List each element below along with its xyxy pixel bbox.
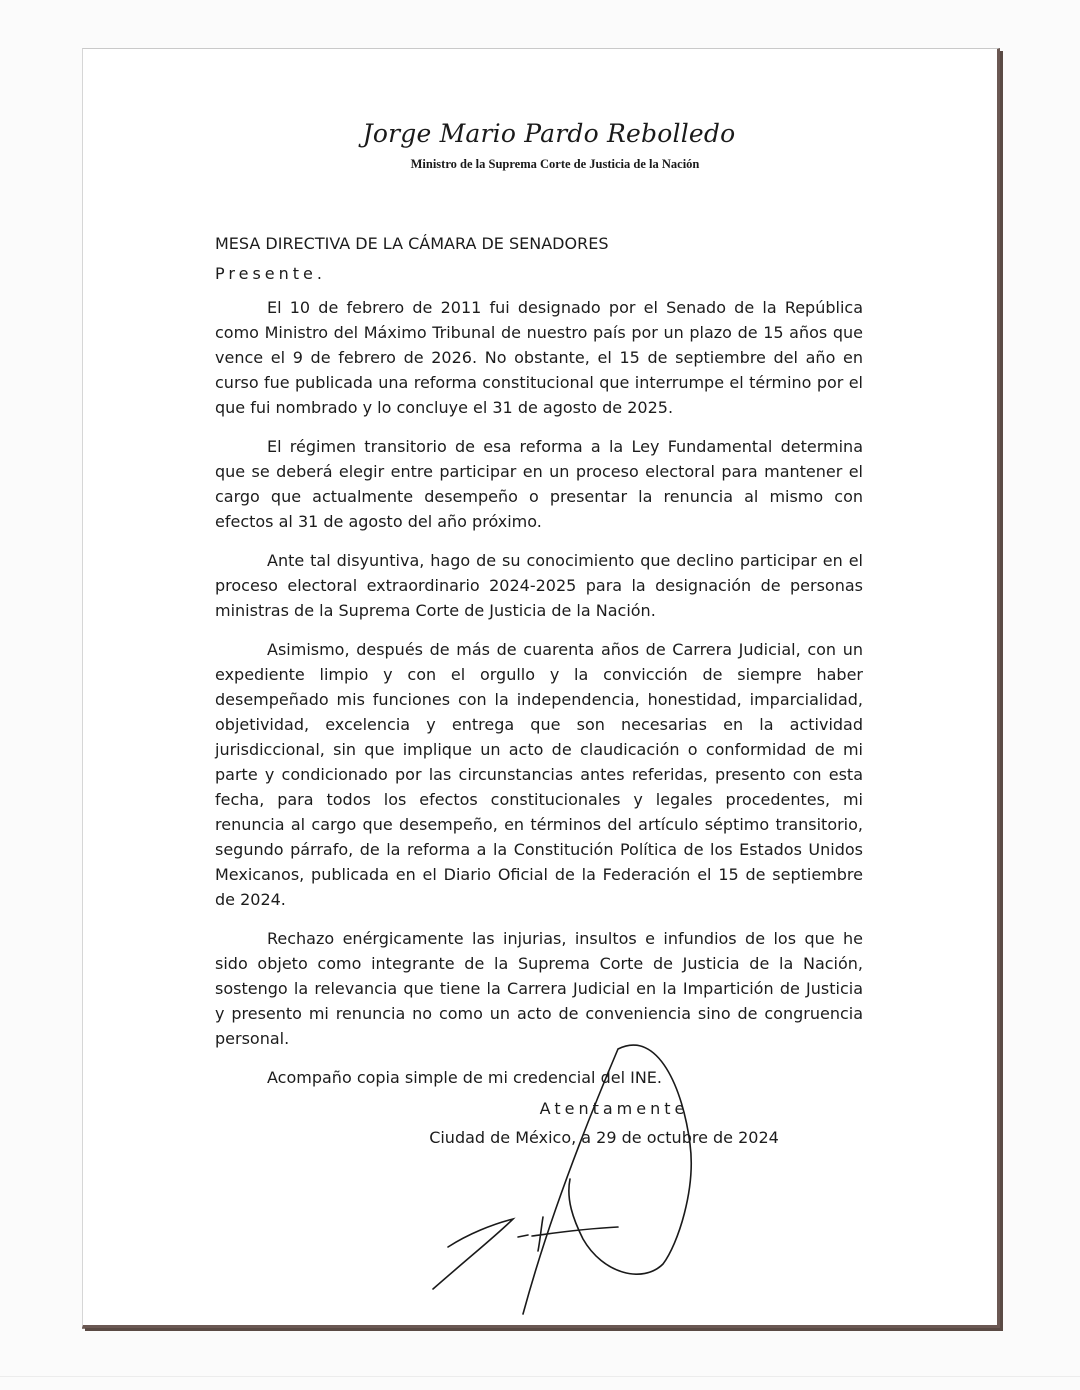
paragraph-3: Ante tal disyuntiva, hago de su conocimiento que declino participar en el proceso electoral extraordinario 2024-2025 para la designación de personas ministras de la Suprema Corte de Justicia de la Nación.: [215, 551, 863, 620]
signature-cross-stroke: [532, 1217, 618, 1251]
paragraph-2: El régimen transitorio de esa reforma a la Ley Fundamental determina que se deberá elegir entre participar en un proceso electoral para mantener el cargo que actualmente desempeño o presentar la renuncia al mismo con efectos al 31 de agosto del año próximo.: [215, 437, 863, 531]
closing-word: Atentamente: [539, 1099, 689, 1118]
paragraph-1: El 10 de febrero de 2011 fui designado por el Senado de la República como Ministro del Máximo Tribunal de nuestro país por un plazo de 15 años que vence el 9 de febrero de 2026. No obstante, el 15 de septiembre del año en curso fue publicada una reforma constitucional que interrumpe el término por el que fui nombrado y lo concluye el 31 de agosto de 2025.: [215, 298, 863, 417]
page-edge-divider: [0, 1376, 1080, 1377]
letter-body: [215, 231, 863, 1150]
letterhead-name: Jorge Mario Pardo Rebolledo: [362, 119, 736, 148]
addressee: MESA DIRECTIVA DE LA CÁMARA DE SENADORES: [215, 234, 609, 253]
place-date: Ciudad de México, a 29 de octubre de 2024: [429, 1128, 779, 1147]
salutation: Presente.: [215, 264, 326, 283]
paragraph-5: Rechazo enérgicamente las injurias, insultos e infundios de los que he sido objeto como integrante de la Suprema Corte de Justicia de la Nación, sostengo la relevancia que tiene la Carrera Judicial en la Impartición de Justicia y presento mi renuncia no como un acto de conveniencia sino de congruencia personal.: [215, 929, 863, 1048]
paragraph-4: Asimismo, después de más de cuarenta años de Carrera Judicial, con un expediente limpio y con el orgullo y la convicción de siempre haber desempeñado mis funciones con la independencia, honestidad, imparcialidad, objetividad, excelencia y entrega que son necesarias en la actividad jurisdiccional, sin que implique un acto de claudicación o conformidad de mi parte y condicionado por las circunstancias antes referidas, presento con esta fecha, para todos los efectos constitucionales y legales procedentes, mi renuncia al cargo que desempeño, en términos del artículo séptimo transitorio, segundo párrafo, de la reforma a la Constitución Política de los Estados Unidos Mexicanos, publicada en el Diario Oficial de la Federación el 15 de septiembre de 2024.: [215, 640, 863, 909]
letter-page: [82, 48, 1000, 1328]
enclosure-note: Acompaño copia simple de mi credencial del INE.: [267, 1068, 662, 1087]
signature-dash-stroke: [518, 1235, 528, 1237]
letterhead-title: Ministro de la Suprema Corte de Justicia de la Nación: [410, 157, 700, 171]
signature-initial-stroke: [433, 1219, 513, 1289]
